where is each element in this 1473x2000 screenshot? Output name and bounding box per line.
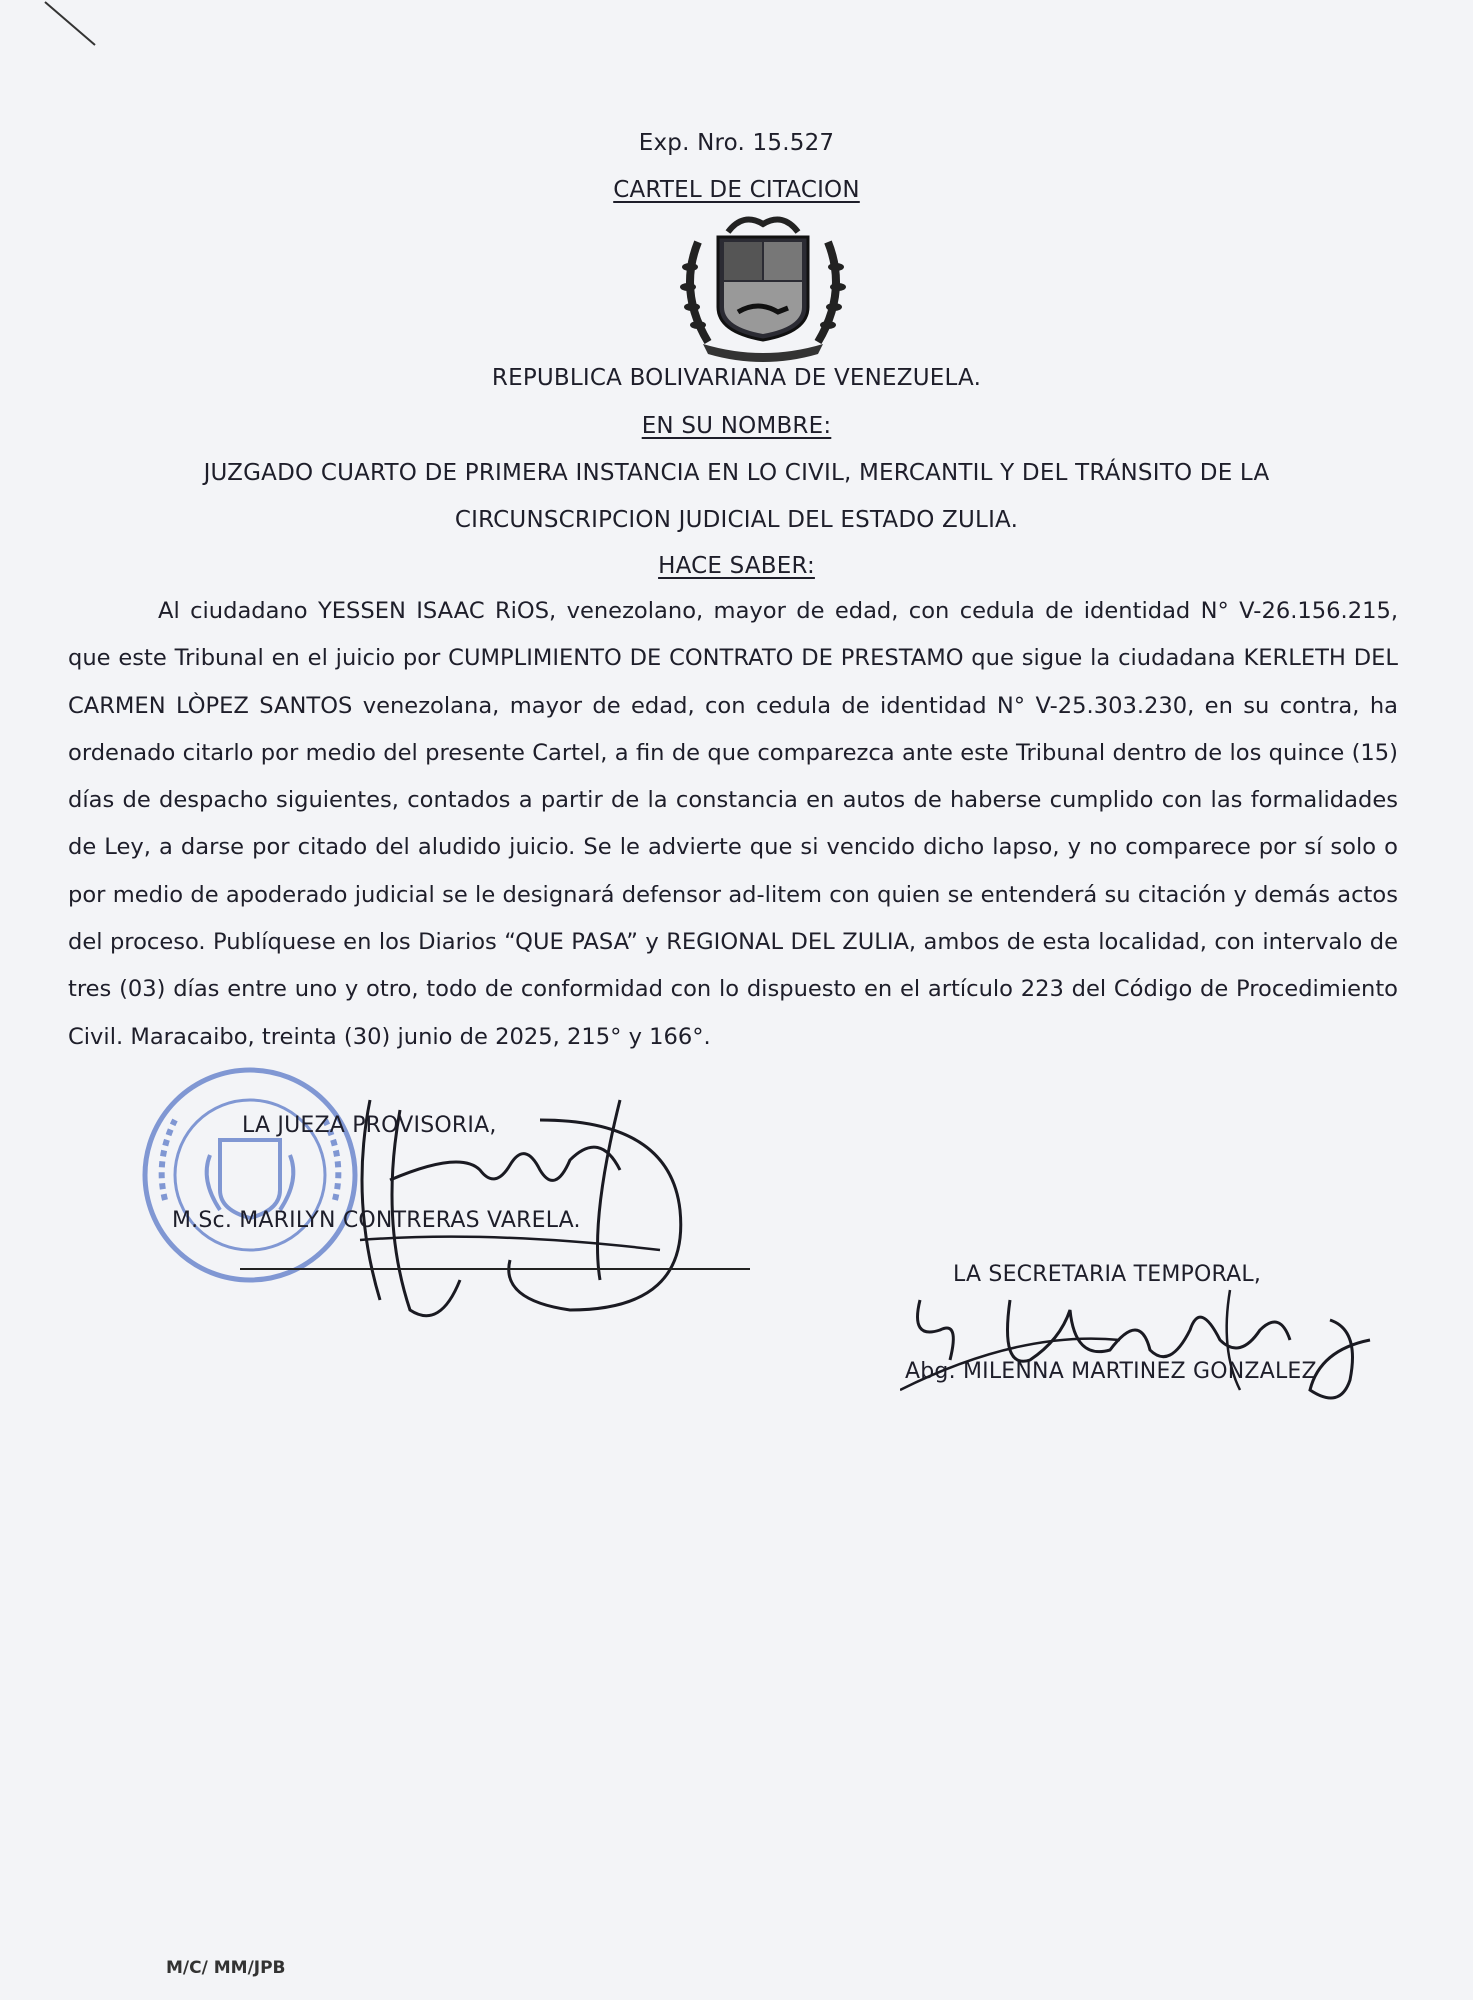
scan-corner-mark [40, 0, 100, 50]
judge-title: LA JUEZA PROVISORIA, [242, 1113, 497, 1138]
document-title: CARTEL DE CITACION [613, 177, 860, 203]
citation-paragraph [68, 588, 1398, 1061]
coat-of-arms-icon [668, 212, 858, 362]
judge-signature [240, 1080, 710, 1340]
secretary-name: Abg. MILENNA MARTINEZ GONZALEZ [905, 1359, 1317, 1384]
republic-name: REPUBLICA BOLIVARIANA DE VENEZUELA. [491, 365, 982, 391]
en-su-nombre-heading: EN SU NOMBRE: [641, 413, 832, 439]
court-name-line2: CIRCUNSCRIPCION JUDICIAL DEL ESTADO ZULIA. [454, 507, 1019, 533]
judge-signature-rule [240, 1268, 750, 1270]
secretary-signature [900, 1270, 1380, 1420]
citation-text: Al ciudadano YESSEN ISAAC RiOS, venezolano, mayor de edad, con cedula de identidad N° V-26.156.215, que este Tribunal en el juicio por CUMPLIMIENTO DE CONTRATO DE PRESTAMO que sigue la ciudadana KERLETH DEL CARMEN LÒPEZ SANTOS venezolana, mayor de edad, con cedula de identidad N° V-25.303.230, en su contra, ha ordenado citarlo por medio del presente Cartel, a fin de que comparezca ante este Tribunal dentro de los quince (15) días de despacho siguientes, contados a partir de la constancia en autos de haberse cumplido con las formalidades de Ley, a darse por citado del aludido juicio. Se le advierte que si vencido dicho lapso, y no comparece por sí solo o por medio de apoderado judicial se le designará defensor ad-litem con quien se entenderá su citación y demás actos del proceso. Publíquese en los Diarios “QUE PASA” y REGIONAL DEL ZULIA, ambos de esta localidad, con intervalo de tres (03) días entre uno y otro, todo de conformidad con lo dispuesto en el artículo 223 del Código de Procedimiento Civil. Maracaibo, treinta (30) junio de 2025, 215° y 166°. [68, 598, 1398, 1050]
expediente-number: Exp. Nro. 15.527 [638, 130, 835, 156]
judge-name: M.Sc. MARILYN CONTRERAS VARELA. [172, 1208, 581, 1233]
hace-saber-heading: HACE SABER: [658, 553, 815, 579]
secretary-title: LA SECRETARIA TEMPORAL, [953, 1262, 1262, 1287]
court-name-line1: JUZGADO CUARTO DE PRIMERA INSTANCIA EN LO CIVIL, MERCANTIL Y DEL TRÁNSITO DE LA [203, 460, 1270, 486]
footer-initials: M/C/ MM/JPB [166, 1958, 286, 1978]
